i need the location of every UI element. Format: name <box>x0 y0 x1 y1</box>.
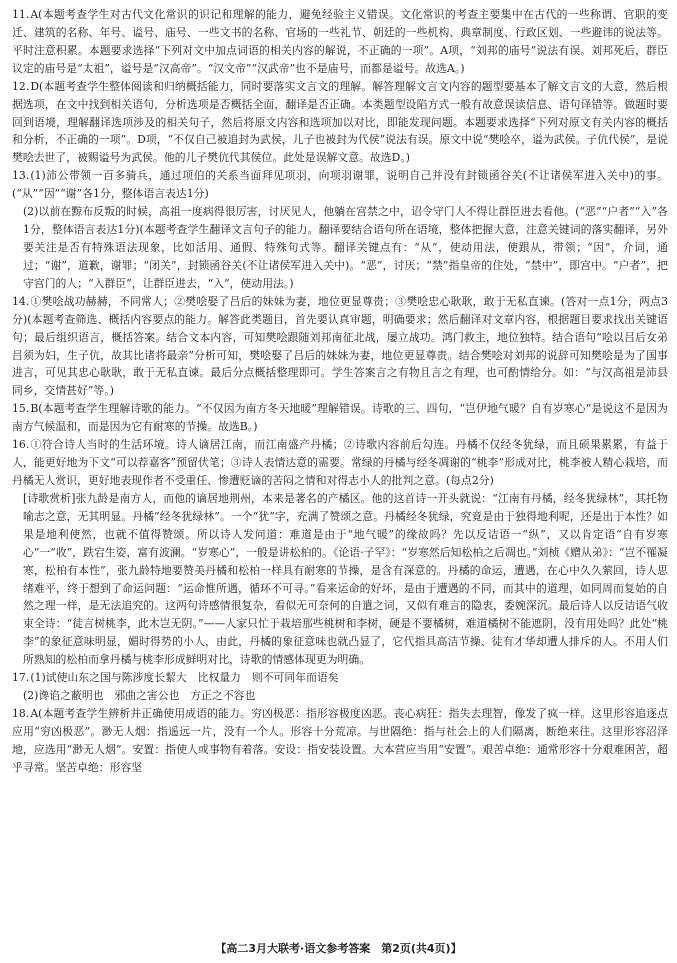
question-number: 17. <box>12 671 30 685</box>
answer-paragraph <box>12 78 668 168</box>
answer-paragraph <box>12 400 668 436</box>
answer-paragraph <box>12 293 668 401</box>
answer-text: [诗歌赏析]张九龄是南方人，而他的谪居地荆州，本来是著名的产橘区。他的这首诗一开头就说：“江南有丹橘，经冬犹绿林”，其托物喻志之意，无其明显。丹橘“经冬犹绿林”。一个“犹”字，充满了赞颂之意。丹橘经冬犹绿，究竟是由于独得地利呢，还是出于本性？如果是地利使然，也就不值得赞颂。所以诗人发问道：难道是由于“地气暖”的缘故吗？先以反诘语一“纵”，又以肯定语“自有岁寒心”一“收”，跌宕生姿，富有波澜。“岁寒心”，一般是讲松柏的。《论语·子罕》：“岁寒然后知松柏之后凋也。”刘桢《赠从弟》：“岂不罹凝寒，松柏有本性”，张九龄特地要赞美丹橘和松柏一样具有耐寒的节操，是含有深意的。丹橘的命运，遭遇，在心中久久萦回，诗人思绪难平，终于想到了命运问题：“运命惟所遇，循环不可寻。”看来运命的好坏，是由于遭遇的不同，而其中的道理，如同周而复始的自然之理一样，是无法追究的。这两句诗感情很复杂，看似无可奈何的自遣之词，又似有难言的隐衷，委婉深沉。最后诗人以反诘语气收束全诗：“徒言树桃李，此木岂无阴。”——人家只忙于栽培那些桃树和李树，硬是不要橘树，难道橘树不能遮阴，没有用处吗？此处“桃李”的象征意味明显，媚时得势的小人，由此，丹橘的象征意味也就凸显了，它代指具高洁节操、徒有才华却遭人排斥的人。不用人们所熟知的松柏而拿丹橘与桃李形成鲜明对比，诗歌的情感体现更为明确。 <box>23 491 668 667</box>
answer-paragraph <box>12 167 668 203</box>
answer-paragraph <box>12 490 668 669</box>
answer-text: ①符合诗人当时的生活环境。诗人谪居江南，而江南盛产丹橘；②诗歌内容前后勾连。丹橘不仅经冬犹绿，而且硕果累累，有益于人，能更好地为下文“可以荐嘉客”预留伏笔；③诗人表情达意的需要。常绿的丹橘与经冬凋谢的“桃李”形成对比，桃李被人精心栽培，而丹橘无人赏识，更好地表现作者不受重任、惨遭贬谪的苦闷之情和对得志小人的批判之意。(每点2分) <box>12 438 668 487</box>
answer-text: (1)试使山东之国与陈涉度长絜大 比权量力 则不可同年而语矣 <box>30 671 339 685</box>
answer-paragraph <box>12 6 668 78</box>
answer-text: (2)以前在黥布反叛的时候，高祖一度病得很厉害，讨厌见人，他躺在宫禁之中，诏令守门人不得让群臣进去看他。(“恶”“户者”“入”各1分，整体语言表达1分)(本题考查学生翻译文言句子的能力。翻译要结合语句所在语境，整体把握大意，注意关键词的落实翻译，另外要关注是否有特殊语法现象，比如活用、通假、特殊句式等。翻译关键点有：“从”，使动用法，使跟从，带领；“因”，介词，通过；“谢”，道歉，谢罪；“闭关”，封锁函谷关(不让诸侯军进入关中)。“恶”，讨厌；“禁”指皇帝的住处，“禁中”，即宫中。“户者”，把守宫门的人；“入群臣”，让群臣进去，“入”，使动用法。) <box>23 205 668 290</box>
answer-text: (2)谗谄之蔽明也 邪曲之害公也 方正之不容也 <box>23 689 256 703</box>
answer-page <box>12 6 668 956</box>
answer-paragraph <box>12 669 668 687</box>
answer-paragraph <box>12 705 668 777</box>
answer-text: ①樊哙战功赫赫，不同常人；②樊哙娶了吕后的妹妹为妻，地位更显尊贵；③樊哙忠心耿耿，敢于无私直谏。(答对一点1分，两点3分)(本题考查筛选、概括内容要点的能力。解答此类题目，首先要认真审题，明确要求；然后翻译对文章内容，根据题目要求找出关键语句；最后组织语言，概括答案。结合文本内容，可知樊哙跟随刘邦南征北战，屡立战功。鸿门救主，地位独特。结合语句“哙以吕后女弟吕须为妇，生子伉，故其比诸将最亲”分析可知，樊哙娶了吕后的妹妹为妻，地位更显尊贵。结合樊哙对刘邦的说辞可知樊哙是为了国事进言，可见其忠心耿耿，敢于无私直谏。最后分点概括整理即可。学生答案言之有物且言之有理，也可酌情给分。如：“与汉高祖是沛县同乡，交情甚好”等。) <box>12 294 668 398</box>
question-number: 11. <box>12 8 30 21</box>
answer-text: A(本题考查学生辨析并正确使用成语的能力。穷凶极恶：指形容极度凶恶。丧心病狂：指失去理智，像发了疯一样。这里形容追逐点应用“穷凶极恶”。渺无人烟：指遥远一片，没有一个人。形容十分荒凉。与世隔绝：指与社会上的人们隔离，断绝来往。这里形容沼泽地，应选用“渺无人烟”。安置：指使人或事物有着落。安设：指安装设置。大本营应当用“安置”。艰苦卓绝：通常形容十分艰难困苦，超乎寻常。坚苦卓绝：形容坚 <box>12 706 668 774</box>
question-number: 18. <box>12 706 30 720</box>
page-footer: 【高二3月大联考·语文参考答案 第2页(共4页)】 <box>215 942 462 955</box>
question-number: 16. <box>12 438 30 452</box>
question-number: 15. <box>12 402 30 416</box>
answer-text: A(本题考查学生对古代文化常识的识记和理解的能力，避免经验主义错误。文化常识的考查主要集中在古代的一些称谓、官职的变迁、建筑的名称、年号、谥号、庙号、一些文书的名称、官场的一些礼节、朝廷的一些机构、典章制度、行政区划、一些避讳的说法等。平时注意积累。本题要求选择“下列对文中加点词语的相关内容的解说，不正确的一项”。A项，“刘邦的庙号”说法有误。刘邦死后，群臣议定的庙号是“太祖”，谥号是“汉高帝”。“汉文帝”“汉武帝”也不是庙号，而都是谥号。故选A。) <box>12 8 668 75</box>
question-number: 14. <box>12 294 30 308</box>
question-number: 13. <box>12 169 30 183</box>
answer-text: D(本题考查学生整体阅读和归纳概括能力，同时要落实文言文的理解。解答理解文言文内容的题型要基本了解文言文的大意，然后根据选项，在文中找到相关语句，分析选项是否概括全面，翻译是否正确。本类题型设陷方式一般有故意误读信息、语句译错等。做题时要回到语境，理解翻译选项涉及的相关句子，然后将原文内容和选项加以对比，即能发现问题。本题要求选择“下列对原文有关内容的概括和分析，不正确的一项”。D项，“不仅自己被追封为武侯，儿子也被封为代侯”说法有误。原文中说“樊哙卒，谥为武侯。子伉代侯”，是说樊哙去世了，被赐谥号为武侯。他的儿子樊伉代其侯位。此处是误解文意。故选D。) <box>12 79 668 165</box>
answer-paragraph <box>12 687 668 705</box>
answer-paragraph <box>12 436 668 490</box>
question-number: 12. <box>12 79 30 93</box>
answer-text: B(本题考查学生理解诗歌的能力。“不仅因为南方冬天地暖”理解错误。诗歌的三、四句，“岂伊地气暖？自有岁寒心”是说这不是因为南方气候温和，而是因为它有耐寒的节操。故选B。) <box>12 402 668 434</box>
answer-text: (1)沛公带领一百多骑兵，通过项伯的关系当面拜见项羽，向项羽谢罪，说明自己并没有封锁函谷关(不让诸侯军进入关中)的事。(“从”“因”“谢”各1分，整体语言表达1分) <box>12 169 668 201</box>
answer-paragraph <box>12 203 668 293</box>
